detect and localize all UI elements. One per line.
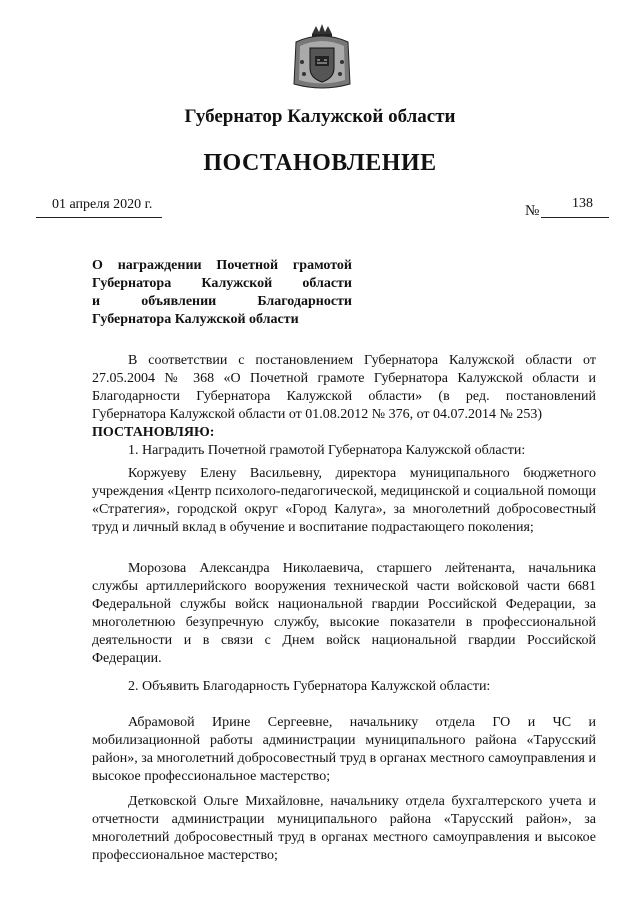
thanks-text: Детковской Ольге Михайловне, начальнику отдела бухгалтерского учета и отчетности администрации муниципального района «Тарусский район», за многолетний добросовестный труд в органах местного самоуправления и высокое профессиональное мастерство; (92, 794, 596, 863)
coat-of-arms-emblem (290, 22, 354, 92)
award-text: Морозова Александра Николаевича, старшего лейтенанта, начальника службы артиллерийского вооружения технической части войсковой части 6681 Федеральной службы войск национальной гвардии Российской Федерации, за многолетнюю безупречную службу, высокие показатели в профессиональной деятельности и в связи с Днем войск национальной гвардии Российской Федерации. (92, 561, 596, 666)
issuing-authority: Губернатор Калужской области (184, 106, 456, 127)
document-type-title: ПОСТАНОВЛЕНИЕ (203, 150, 437, 176)
award-paragraph-1 (92, 465, 596, 537)
subject-line: О награждении Почетной грамотой (92, 258, 352, 273)
date-underline (36, 217, 162, 218)
document-number: 138 (572, 196, 593, 211)
thanks-paragraph-2 (92, 793, 596, 865)
award-paragraph-2 (92, 560, 596, 668)
item-1-heading: 1. Наградить Почетной грамотой Губернатора Калужской области: (128, 443, 526, 458)
thanks-paragraph-1 (92, 714, 596, 786)
item-2-heading: 2. Объявить Благодарность Губернатора Калужской области: (128, 679, 491, 694)
number-underline (541, 217, 609, 218)
subject-line: Губернатора Калужской области (92, 276, 352, 291)
document-date: 01 апреля 2020 г. (52, 197, 153, 212)
subject-line: и объявлении Благодарности (92, 294, 352, 309)
subject-line: Губернатора Калужской области (92, 312, 299, 327)
item-2-block (92, 678, 596, 696)
thanks-text: Абрамовой Ирине Сергеевне, начальнику отдела ГО и ЧС и мобилизационной работы администрации муниципального района «Тарусский район», за многолетний добросовестный труд в органах местного самоуправления и высокое профессиональное мастерство; (92, 715, 596, 784)
preamble-paragraph: В соответствии с постановлением Губернатора Калужской области от 27.05.2004 № 368 «О Почетной грамоте Губернатора Калужской области и Благодарности Губернатора Калужской области» (в ред. постановлений Губернатора Калужской области от 01.08.2012 № 376, от 04.07.2014 № 253) (92, 353, 596, 422)
preamble-block (92, 352, 596, 460)
document-subject (92, 257, 352, 329)
number-sign: № (525, 203, 540, 219)
award-text: Коржуеву Елену Васильевну, директора муниципального бюджетного учреждения «Центр психолого-педагогической, медицинской и социальной помощи «Стратегия», городской округ «Город Калуга», за многолетний добросовестный труд и личный вклад в обучение и воспитание подрастающего поколения; (92, 466, 596, 535)
resolve-heading: ПОСТАНОВЛЯЮ: (92, 425, 215, 440)
